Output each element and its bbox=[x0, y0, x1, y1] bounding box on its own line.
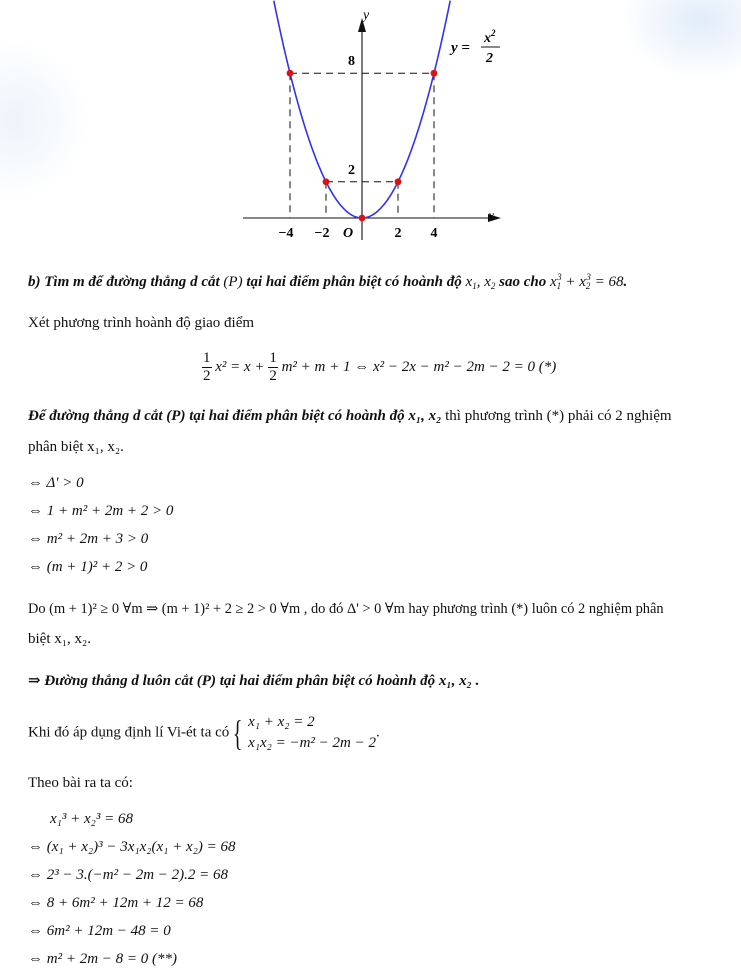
y-axis-label: y bbox=[363, 8, 370, 23]
reason-line-2: biệt x₁, x₂. bbox=[28, 631, 91, 647]
x-tick-label: −4 bbox=[278, 226, 294, 241]
math-step: ⇔ 2³ − 3.(−m² − 2m − 2).2 = 68 bbox=[28, 867, 229, 883]
x-axis-label: x bbox=[488, 209, 495, 224]
x-tick-label: −2 bbox=[314, 226, 330, 241]
x-tick-labels bbox=[279, 226, 438, 241]
vieta-equation-sum: x₁ + x₂ = 2 bbox=[248, 714, 315, 730]
intersection-equation: $\frac{1}{2}$ x² = x + $\frac{1}{2}$ m² + m + 1 ⇔ x² − 2x − m² − 2m − 2 = 0 (*) bbox=[203, 350, 557, 384]
y-tick-label: 8 bbox=[348, 54, 355, 70]
part-b-heading: b) Tìm m để đường thẳng d cắt (P) tại hai điểm phân biệt có hoành độ $x_1$, $x_2$ sao cho $x_1^3 + x_2^3 = 68$. bbox=[28, 272, 628, 291]
graph-point bbox=[323, 178, 330, 185]
reason-line-1: Do (m + 1)² ≥ 0 ∀m ⇒ (m + 1)² + 2 ≥ 2 > 0 ∀m , do đó Δ' > 0 ∀m hay phương trình (*) luôn có 2 nghiệm phân bbox=[28, 601, 664, 617]
function-label bbox=[449, 28, 500, 66]
condition-line-1: Để đường thẳng d cắt (P) tại hai điểm phân biệt có hoành độ x₁, x₂ thì phương trình (*) phải có 2 nghiệm bbox=[28, 408, 672, 424]
math-step: ⇔ 8 + 6m² + 12m + 12 = 68 bbox=[28, 895, 204, 911]
svg-text:y =: y = bbox=[451, 40, 470, 56]
math-step: ⇔ 6m² + 12m − 48 = 0 bbox=[28, 923, 171, 939]
corner-decoration-top-right bbox=[621, 0, 741, 80]
math-step: ⇔ (m + 1)² + 2 > 0 bbox=[28, 559, 148, 575]
math-step: ⇔ m² + 2m − 8 = 0 (**) bbox=[28, 951, 178, 967]
x-tick-label: 2 bbox=[394, 226, 402, 241]
y-tick-label: 2 bbox=[348, 162, 355, 178]
vieta-equation-product: x₁x₂ = −m² − 2m − 2 bbox=[248, 735, 376, 751]
intro-text: Xét phương trình hoành độ giao điểm bbox=[28, 315, 255, 331]
condition-line-2: phân biệt x₁, x₂. bbox=[28, 439, 124, 455]
svg-text:x2: $x^2$ bbox=[484, 28, 496, 46]
origin-label: O bbox=[343, 226, 354, 241]
parabola-graph bbox=[225, 0, 515, 250]
math-step: ⇔ m² + 2m + 3 > 0 bbox=[28, 531, 149, 547]
math-step: ⇔ 1 + m² + 2m + 2 > 0 bbox=[28, 503, 174, 519]
math-step: ⇔ Δ' > 0 bbox=[28, 475, 84, 491]
graph-point bbox=[359, 215, 366, 222]
math-step: x₁³ + x₂³ = 68 bbox=[50, 811, 133, 827]
graph-point bbox=[395, 178, 402, 185]
vieta-block: Khi đó áp dụng định lí Vi-ét ta có { x₁ + x₂ = 2 x₁x₂ = −m² − 2m − 2. bbox=[28, 713, 380, 753]
graph-point bbox=[287, 70, 294, 77]
corner-decoration-left bbox=[0, 40, 90, 200]
graph-point bbox=[431, 70, 438, 77]
math-step: ⇔ (x₁ + x₂)³ − 3x₁x₂(x₁ + x₂) = 68 bbox=[28, 839, 236, 855]
x-tick-label: 4 bbox=[430, 226, 438, 241]
problem-intro: Theo bài ra ta có: bbox=[28, 775, 133, 791]
svg-text:2: 2 bbox=[486, 51, 493, 66]
conclusion-line: ⇒ Đường thẳng d luôn cắt (P) tại hai điểm phân biệt có hoành độ x₁, x₂ . bbox=[28, 673, 480, 689]
